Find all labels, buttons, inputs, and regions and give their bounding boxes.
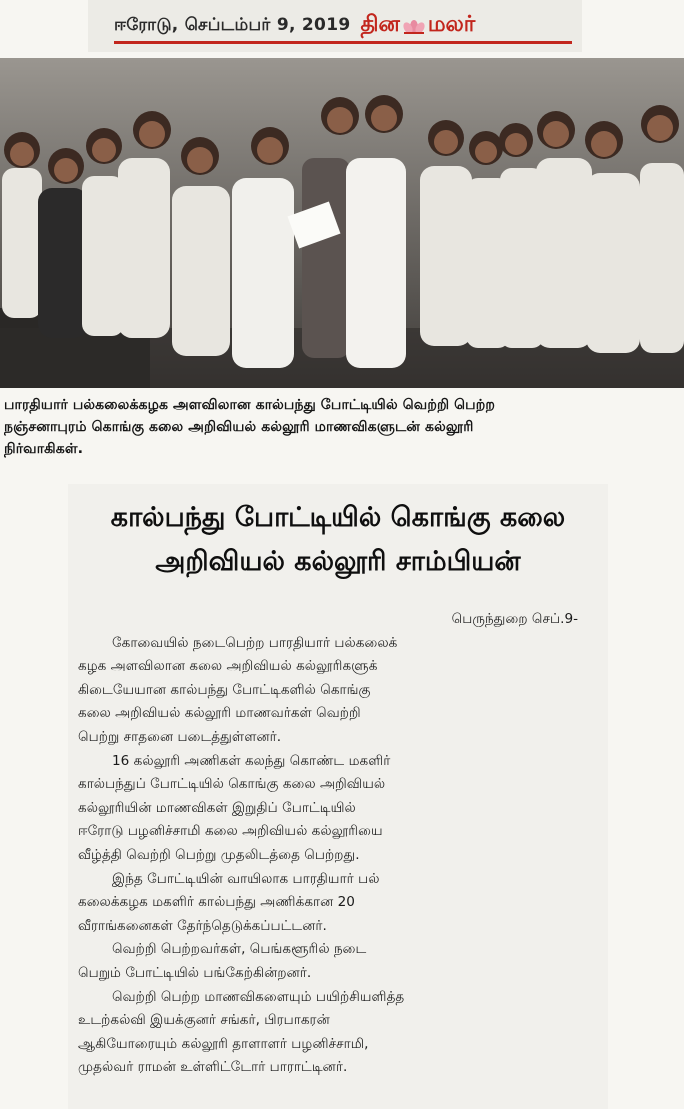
article-line: பெற்று சாதனை படைத்துள்ளனர். bbox=[78, 728, 282, 745]
article-headline bbox=[68, 484, 608, 584]
article-line: வெற்றி பெற்றவர்கள், பெங்களூரில் நடை bbox=[112, 941, 367, 958]
article-line: 16 கல்லூரி அணிகள் கலந்து கொண்ட மகளிர் bbox=[112, 752, 391, 769]
article-line: ஆகியோரையும் கல்லூரி தாளாளர் பழனிச்சாமி, bbox=[78, 1035, 369, 1052]
article-line: இந்த போட்டியின் வாயிலாக பாரதியார் பல் bbox=[112, 870, 380, 887]
article-line: வீராங்கனைகள் தேர்ந்தெடுக்கப்பட்டனர். bbox=[78, 917, 327, 934]
article-line: கலை அறிவியல் கல்லூரி மாணவர்கள் வெற்றி bbox=[78, 705, 361, 722]
photo-caption bbox=[4, 394, 680, 460]
article-line: உடற்கல்வி இயக்குனர் சங்கர், பிரபாகரன் bbox=[78, 1012, 330, 1029]
headline-line: கால்பந்து போட்டியில் கொங்கு கலை bbox=[110, 502, 566, 533]
article-line: வீழ்த்தி வெற்றி பெற்று முதலிடத்தை பெற்றது. bbox=[78, 846, 360, 863]
article-line: கழக அளவிலான கலை அறிவியல் கல்லூரிகளுக் bbox=[78, 658, 378, 675]
article-paragraphs bbox=[78, 632, 600, 1080]
caption-line: நிர்வாகிகள். bbox=[4, 441, 84, 457]
caption-line: நஞ்சனாபுரம் கொங்கு கலை அறிவியல் கல்லூரி மாணவிகளுடன் கல்லூரி bbox=[4, 419, 474, 435]
article-line: கால்பந்துப் போட்டியில் கொங்கு கலை அறிவியல் bbox=[78, 776, 386, 793]
logo-text-right: மலர் bbox=[427, 12, 476, 37]
article-line: ஈரோடு பழனிச்சாமி கலை அறிவியல் கல்லூரியை bbox=[78, 823, 383, 840]
article-line: கோவையில் நடைபெற்ற பாரதியார் பல்கலைக் bbox=[112, 634, 398, 651]
logo-text-left: தின bbox=[360, 12, 400, 37]
headline-line: அறிவியல் கல்லூரி சாம்பியன் bbox=[155, 546, 521, 577]
masthead-rule bbox=[114, 41, 572, 44]
article-line: முதல்வர் ராமன் உள்ளிட்டோர் பாராட்டினர். bbox=[78, 1059, 348, 1076]
article-dateline: பெருந்துறை செப்.9- bbox=[451, 611, 578, 627]
issue-dateline: ஈரோடு, செப்டம்பர் 9, 2019 bbox=[114, 15, 351, 35]
newspaper-masthead bbox=[88, 0, 582, 52]
newspaper-logo bbox=[360, 12, 475, 40]
article-body bbox=[78, 608, 600, 1080]
news-article bbox=[68, 484, 608, 1109]
article-line: கலைக்கழக மகளிர் கால்பந்து அணிக்கான 20 bbox=[78, 894, 355, 911]
article-line: கல்லூரியின் மாணவிகள் இறுதிப் போட்டியில் bbox=[78, 799, 356, 816]
article-line: கிடையேயான கால்பந்து போட்டிகளில் கொங்கு bbox=[78, 681, 371, 698]
caption-line: பாரதியார் பல்கலைக்கழக அளவிலான கால்பந்து போட்டியில் வெற்றி பெற்ற bbox=[4, 397, 496, 413]
group-photo-illustration bbox=[0, 58, 684, 388]
lotus-icon bbox=[401, 17, 427, 35]
article-line: பெறும் போட்டியில் பங்கேற்கின்றனர். bbox=[78, 964, 312, 981]
group-photo bbox=[0, 58, 684, 388]
article-line: வெற்றி பெற்ற மாணவிகளையும் பயிற்சியளித்த bbox=[112, 988, 405, 1005]
